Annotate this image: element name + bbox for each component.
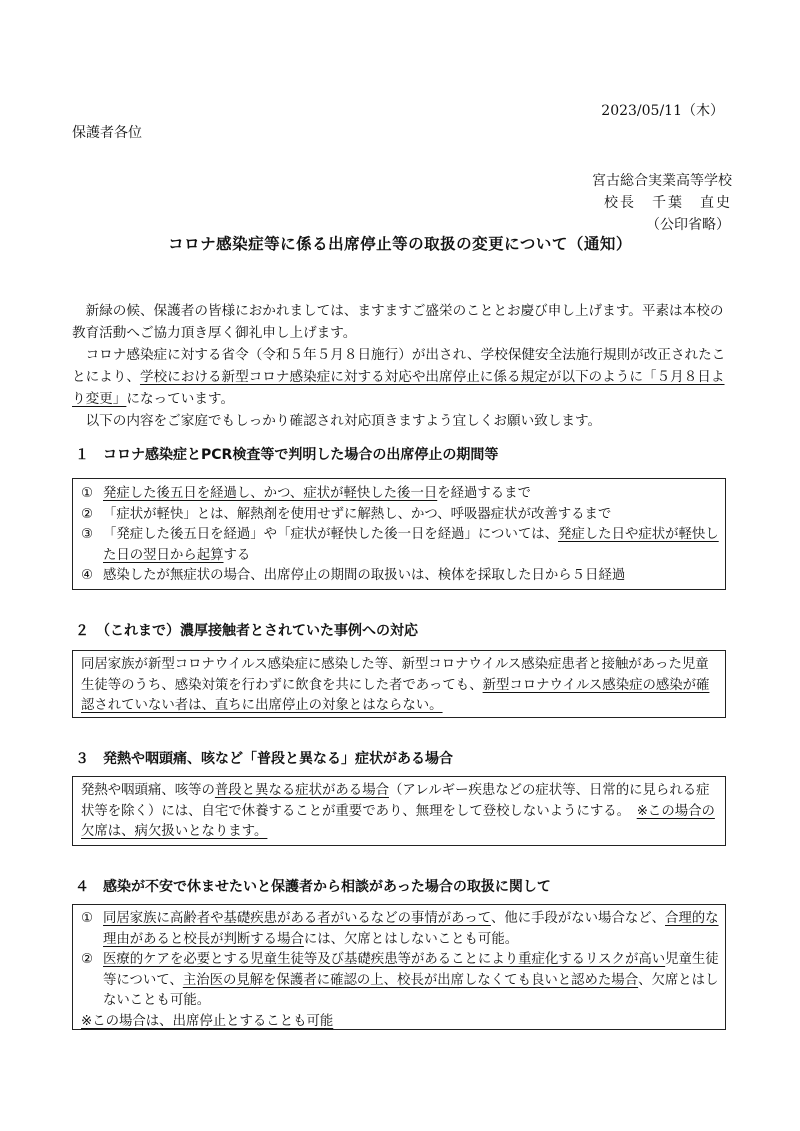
item-number: ③ [81,527,94,542]
item-number: ① [81,486,94,501]
item-underlined-text: 医療的ケアを必要とする児童生徒等及び基礎疾患等があることにより重症化するリスクが高い [103,952,666,967]
page-title: コロナ感染症等に係る出席停止等の取扱の変更について（通知） [168,235,632,253]
item-underlined-text: 合理的な理由があると校長が判断する場合 [103,911,719,947]
item-number: ② [81,506,94,522]
item-text: 「症状が軽快」とは、解熱剤を使用せずに解熱し、かつ、呼吸器症状が改善するまで [103,506,612,522]
item-underlined-text: 発症した日や症状が軽快した日の翌日から起算 [103,527,719,563]
item-text-rest: する [223,547,251,563]
list-item [81,484,719,505]
list-item [81,566,719,587]
document-date: 2023/05/11（木） [601,103,724,119]
item-text: 、欠席とはしないことも可能。 [103,972,719,1008]
section-3-heading: ３ 発熱や咽頭痛、咳など「普段と異なる」症状がある場合 [75,751,453,767]
intro-p2-text-a: コロナ感染症に対する省令（令和５年５月８日施行）が出され、学校保健安全法施行規則が改正されたことにより、 [72,347,726,385]
intro-p2-underlined: 学校における新型コロナ感染症に対する対応や出席停止に係る規定が以下のように「５月８日より変更」 [72,369,725,407]
item-text: には、欠席とはしないことも可能。 [303,931,519,947]
item-text: を経過するまで [437,486,531,501]
section-3-box [72,776,726,846]
item-number: ④ [81,568,94,583]
section-2-underlined-text: 新型コロナウイルス感染症の感染が確認されていない者は、直ちに出席停止の対象とはならない。 [81,677,710,713]
list-item [81,505,719,526]
section-1-heading: １ コロナ感染症とPCR検査等で判明した場合の出席停止の期間等 [75,447,499,463]
section-2-box [72,650,726,718]
section-4-box [72,904,726,1030]
principal-name: 校長 千葉 直史 [604,195,732,211]
item-underlined-text: 発症した後五日を経過し、かつ、症状が軽快した後一日 [103,486,438,501]
item-text: 「発症した後五日を経過」や「症状が軽快した後一日を経過」については、 [103,527,559,542]
list-item [81,950,719,1012]
section-3-text-b: （アレルギー疾患などの症状等、日常的に見られる症状等を除く）には、自宅で休養することが重要であり、無理をして登校しないようにする。 [81,783,710,819]
item-underlined-text: 同居家族に高齢者や基礎疾患がある者がいるなどの事情があって [103,911,491,926]
seal-note: （公印省略） [646,217,730,233]
section-2-text: 同居家族が新型コロナウイルス感染症に感染した等、新型コロナウイルス感染症患者と接触があった児童生徒等のうち、感染対策を行わずに飲食を共にした者であっても、 [81,657,709,693]
school-name: 宮古総合実業高等学校 [592,173,732,189]
item-text: 児童生徒等について、 [103,952,719,988]
section-3-underlined-text: 普段と異なる症状がある場合 [214,783,389,798]
addressee: 保護者各位 [72,125,142,141]
item-text: 感染したが無症状の場合、出席停止の期間の取扱いは、検体を採取した日から５日経過 [103,568,626,583]
intro-p2-text-b: になっています。 [126,391,235,407]
section-3-note: ※この場合の欠席は、病欠扱いとなります。 [81,803,715,839]
list-item [81,909,719,950]
section-3-text-a: 発熱や咽頭痛、咳等の [81,783,215,798]
intro-text [72,300,734,432]
item-text: 、他に手段がない場合など、 [490,911,666,926]
item-number: ② [81,952,94,967]
intro-paragraph-2 [72,344,734,410]
section-4-heading: ４ 感染が不安で休ませたいと保護者から相談があった場合の取扱に関して [75,879,551,895]
section-2-heading: ２ （これまで）濃厚接触者とされていた事例への対応 [75,623,418,639]
section-1-box [72,478,726,590]
item-number: ① [81,911,94,926]
list-item [81,525,719,566]
section-4-note: ※この場合は、出席停止とすることも可能 [81,1013,334,1029]
intro-paragraph-3: 以下の内容をご家庭でもしっかり確認され対応頂きますよう宜しくお願い致します。 [85,413,602,429]
intro-paragraph-1: 新緑の候、保護者の皆様におかれましては、ますますご盛栄のこととお慶び申し上げます。平素は本校の教育活動へご協力頂き厚く御礼申し上げます。 [72,303,724,341]
item-underlined-text: 主治医の見解を保護者に確認の上、校長が出席しなくても良いと認めた場合 [182,972,639,988]
